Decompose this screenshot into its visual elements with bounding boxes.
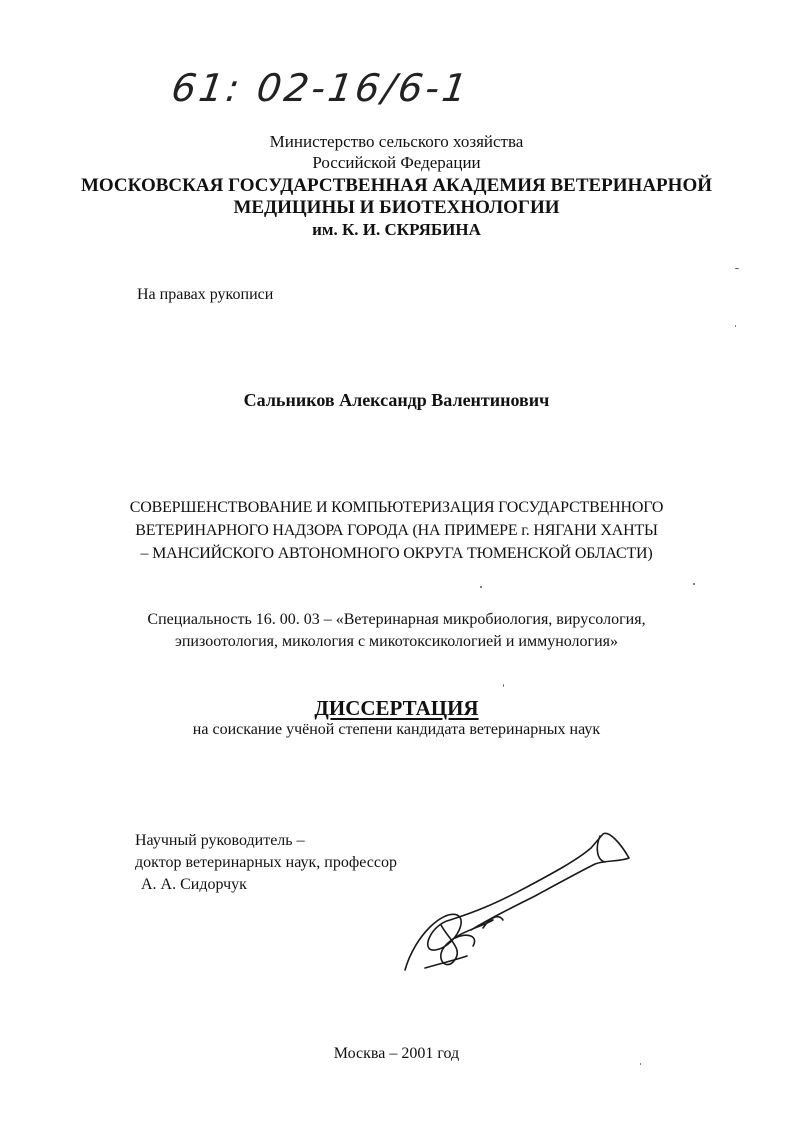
scan-speck [640, 1063, 641, 1065]
scan-speck [735, 268, 739, 269]
scan-speck [480, 586, 482, 588]
scan-speck [693, 583, 695, 585]
specialty-line-2: эпизоотология, микология с микотоксикологией и иммунология» [174, 633, 619, 650]
dissertation-heading: ДИССЕРТАЦИЯ [314, 696, 479, 720]
supervisor-line-3: А. А. Сидорчук [141, 876, 247, 893]
academy-line-1: МОСКОВСКАЯ ГОСУДАРСТВЕННАЯ АКАДЕМИЯ ВЕТЕРИНАРНОЙ [80, 175, 713, 196]
author-name: Сальников Александр Валентинович [243, 390, 550, 410]
title-line-2: ВЕТЕРИНАРНОГО НАДЗОРА ГОРОДА (НА ПРИМЕРЕ г. НЯГАНИ ХАНТЫ [135, 522, 658, 539]
title-line-1: СОВЕРШЕНСТВОВАНИЕ И КОМПЬЮТЕРИЗАЦИЯ ГОСУДАРСТВЕННОГО [129, 499, 664, 516]
dissertation-subtitle: на соискание учёной степени кандидата ветеринарных наук [192, 721, 601, 738]
scan-speck [735, 325, 736, 327]
footer-place-year: Москва – 2001 год [333, 1045, 460, 1062]
supervisor-line-2: доктор ветеринарных наук, профессор [135, 854, 397, 871]
academy-line-2: МЕДИЦИНЫ И БИОТЕХНОЛОГИИ [233, 197, 560, 218]
ministry-line-1: Министерство сельского хозяйства [269, 132, 524, 151]
supervisor-line-1: Научный руководитель – [135, 832, 305, 849]
specialty-line-1: Специальность 16. 00. 03 – «Ветеринарная микробиология, вирусология, [147, 611, 646, 628]
manuscript-note: На правах рукописи [137, 286, 274, 303]
academy-line-3: им. К. И. СКРЯБИНА [312, 220, 481, 239]
scan-speck [503, 684, 504, 687]
ministry-line-2: Российской Федерации [312, 153, 481, 172]
supervisor-signature [395, 820, 635, 980]
handwritten-archive-code: 61: 02-16/6-1 [168, 66, 473, 110]
title-line-3: – МАНСИЙСКОГО АВТОНОМНОГО ОКРУГА ТЮМЕНСКОЙ ОБЛАСТИ) [140, 545, 653, 562]
